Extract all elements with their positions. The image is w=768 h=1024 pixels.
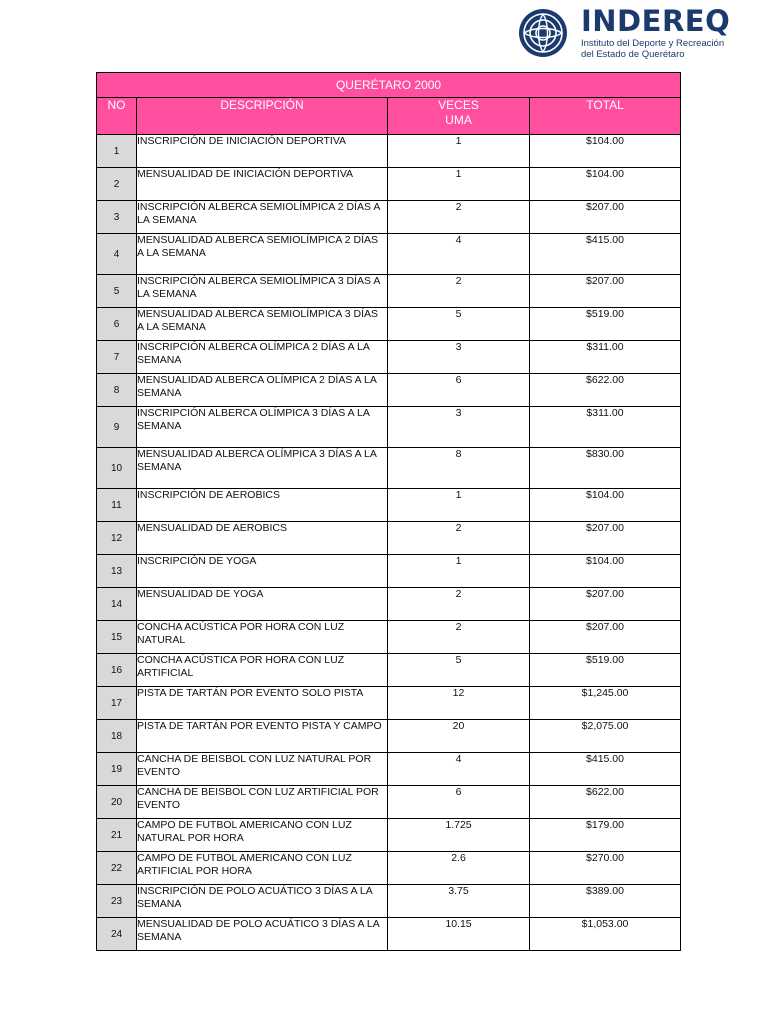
row-total: $207.00: [530, 201, 681, 234]
row-description: MENSUALIDAD ALBERCA OLÍMPICA 3 DÍAS A LA SEMANA: [137, 448, 388, 489]
table-row: [97, 341, 681, 374]
row-number: 15: [97, 621, 137, 654]
row-veces-uma: 8: [388, 448, 530, 489]
table-row: [97, 588, 681, 621]
logo-subtitle-2: del Estado de Querétaro: [581, 49, 685, 60]
table-row: [97, 753, 681, 786]
row-description: INSCRIPCIÓN DE YOGA: [137, 555, 388, 588]
indereq-logo: [519, 4, 749, 60]
header-total: TOTAL: [530, 98, 681, 135]
row-veces-uma: 2: [388, 275, 530, 308]
row-description: INSCRIPCIÓN ALBERCA SEMIOLÍMPICA 3 DÍAS A LA SEMANA: [137, 275, 388, 308]
row-number: 3: [97, 201, 137, 234]
row-number: 13: [97, 555, 137, 588]
row-veces-uma: 5: [388, 654, 530, 687]
row-total: $207.00: [530, 522, 681, 555]
row-description: INSCRIPCIÓN DE INICIACIÓN DEPORTIVA: [137, 135, 388, 168]
row-total: $207.00: [530, 621, 681, 654]
table-row: [97, 407, 681, 448]
row-description: INSCRIPCIÓN ALBERCA OLÍMPICA 3 DÍAS A LA SEMANA: [137, 407, 388, 448]
row-number: 2: [97, 168, 137, 201]
table-row: [97, 522, 681, 555]
table-row: [97, 308, 681, 341]
row-number: 21: [97, 819, 137, 852]
table-row: [97, 448, 681, 489]
row-description: INSCRIPCIÓN ALBERCA OLÍMPICA 2 DÍAS A LA SEMANA: [137, 341, 388, 374]
row-description: MENSUALIDAD ALBERCA OLÍMPICA 2 DÍAS A LA SEMANA: [137, 374, 388, 407]
row-description: CAMPO DE FUTBOL AMERICANO CON LUZ ARTIFICIAL POR HORA: [137, 852, 388, 885]
row-description: MENSUALIDAD ALBERCA SEMIOLÍMPICA 3 DÍAS A LA SEMANA: [137, 308, 388, 341]
row-veces-uma: 1: [388, 135, 530, 168]
row-number: 9: [97, 407, 137, 448]
header-descripcion: DESCRIPCIÓN: [137, 98, 388, 135]
row-number: 8: [97, 374, 137, 407]
table-row: [97, 555, 681, 588]
row-description: MENSUALIDAD ALBERCA SEMIOLÍMPICA 2 DÍAS A LA SEMANA: [137, 234, 388, 275]
row-veces-uma: 2.6: [388, 852, 530, 885]
row-description: PISTA DE TARTÁN POR EVENTO SOLO PISTA: [137, 687, 388, 720]
table-row: [97, 654, 681, 687]
table-row: [97, 168, 681, 201]
row-number: 24: [97, 918, 137, 951]
row-veces-uma: 2: [388, 201, 530, 234]
row-veces-uma: 20: [388, 720, 530, 753]
row-description: CONCHA ACÚSTICA POR HORA CON LUZ NATURAL: [137, 621, 388, 654]
table-row: [97, 687, 681, 720]
row-description: CONCHA ACÚSTICA POR HORA CON LUZ ARTIFICIAL: [137, 654, 388, 687]
row-total: $622.00: [530, 786, 681, 819]
table-row: [97, 275, 681, 308]
row-total: $519.00: [530, 308, 681, 341]
table-row: [97, 374, 681, 407]
row-veces-uma: 1.725: [388, 819, 530, 852]
row-number: 23: [97, 885, 137, 918]
row-total: $830.00: [530, 448, 681, 489]
row-total: $2,075.00: [530, 720, 681, 753]
table-title: QUERÉTARO 2000: [97, 73, 681, 98]
row-veces-uma: 4: [388, 234, 530, 275]
header-veces: VECES: [438, 98, 479, 112]
row-veces-uma: 12: [388, 687, 530, 720]
row-veces-uma: 10.15: [388, 918, 530, 951]
table-row: [97, 621, 681, 654]
row-number: 7: [97, 341, 137, 374]
row-number: 4: [97, 234, 137, 275]
row-total: $207.00: [530, 275, 681, 308]
row-description: PISTA DE TARTÁN POR EVENTO PISTA Y CAMPO: [137, 720, 388, 753]
row-veces-uma: 1: [388, 489, 530, 522]
row-number: 18: [97, 720, 137, 753]
table-row: [97, 234, 681, 275]
row-veces-uma: 3: [388, 341, 530, 374]
row-number: 1: [97, 135, 137, 168]
row-total: $389.00: [530, 885, 681, 918]
header-uma: UMA: [445, 113, 472, 127]
row-total: $179.00: [530, 819, 681, 852]
header-veces-uma: [388, 98, 530, 135]
row-number: 10: [97, 448, 137, 489]
row-total: $207.00: [530, 588, 681, 621]
row-total: $104.00: [530, 135, 681, 168]
table-row: [97, 489, 681, 522]
table-row: [97, 720, 681, 753]
row-total: $311.00: [530, 407, 681, 448]
table-row: [97, 135, 681, 168]
table-row: [97, 786, 681, 819]
row-number: 19: [97, 753, 137, 786]
row-description: INSCRIPCIÓN DE AEROBICS: [137, 489, 388, 522]
table-row: [97, 852, 681, 885]
table-row: [97, 201, 681, 234]
row-veces-uma: 5: [388, 308, 530, 341]
logo-subtitle-1: Instituto del Deporte y Recreación: [581, 38, 725, 49]
row-description: INSCRIPCIÓN ALBERCA SEMIOLÍMPICA 2 DÍAS A LA SEMANA: [137, 201, 388, 234]
row-total: $622.00: [530, 374, 681, 407]
row-veces-uma: 3.75: [388, 885, 530, 918]
row-number: 11: [97, 489, 137, 522]
row-description: CANCHA DE BEISBOL CON LUZ NATURAL POR EVENTO: [137, 753, 388, 786]
row-total: $311.00: [530, 341, 681, 374]
row-total: $1,053.00: [530, 918, 681, 951]
row-total: $104.00: [530, 555, 681, 588]
row-number: 20: [97, 786, 137, 819]
row-description: INSCRIPCIÓN DE POLO ACUÁTICO 3 DÍAS A LA SEMANA: [137, 885, 388, 918]
row-number: 14: [97, 588, 137, 621]
row-number: 6: [97, 308, 137, 341]
row-description: MENSUALIDAD DE POLO ACUÁTICO 3 DÍAS A LA SEMANA: [137, 918, 388, 951]
row-total: $1,245.00: [530, 687, 681, 720]
row-total: $415.00: [530, 753, 681, 786]
row-total: $104.00: [530, 489, 681, 522]
row-veces-uma: 1: [388, 168, 530, 201]
row-description: MENSUALIDAD DE AEROBICS: [137, 522, 388, 555]
row-veces-uma: 3: [388, 407, 530, 448]
row-description: CAMPO DE FUTBOL AMERICANO CON LUZ NATURAL POR HORA: [137, 819, 388, 852]
row-number: 12: [97, 522, 137, 555]
row-veces-uma: 2: [388, 588, 530, 621]
row-number: 16: [97, 654, 137, 687]
row-total: $519.00: [530, 654, 681, 687]
row-number: 17: [97, 687, 137, 720]
row-total: $415.00: [530, 234, 681, 275]
row-veces-uma: 1: [388, 555, 530, 588]
row-veces-uma: 2: [388, 621, 530, 654]
table-row: [97, 885, 681, 918]
fees-table: [96, 72, 681, 951]
row-description: MENSUALIDAD DE INICIACIÓN DEPORTIVA: [137, 168, 388, 201]
row-number: 5: [97, 275, 137, 308]
row-total: $270.00: [530, 852, 681, 885]
row-veces-uma: 2: [388, 522, 530, 555]
row-description: CANCHA DE BEISBOL CON LUZ ARTIFICIAL POR EVENTO: [137, 786, 388, 819]
table-row: [97, 819, 681, 852]
header-no: NO: [97, 98, 137, 135]
row-veces-uma: 6: [388, 786, 530, 819]
row-description: MENSUALIDAD DE YOGA: [137, 588, 388, 621]
logo-name: INDEREQ: [581, 4, 731, 38]
table-row: [97, 918, 681, 951]
row-veces-uma: 4: [388, 753, 530, 786]
row-number: 22: [97, 852, 137, 885]
indereq-emblem-icon: [519, 9, 567, 57]
row-veces-uma: 6: [388, 374, 530, 407]
row-total: $104.00: [530, 168, 681, 201]
table-body: [97, 135, 681, 951]
